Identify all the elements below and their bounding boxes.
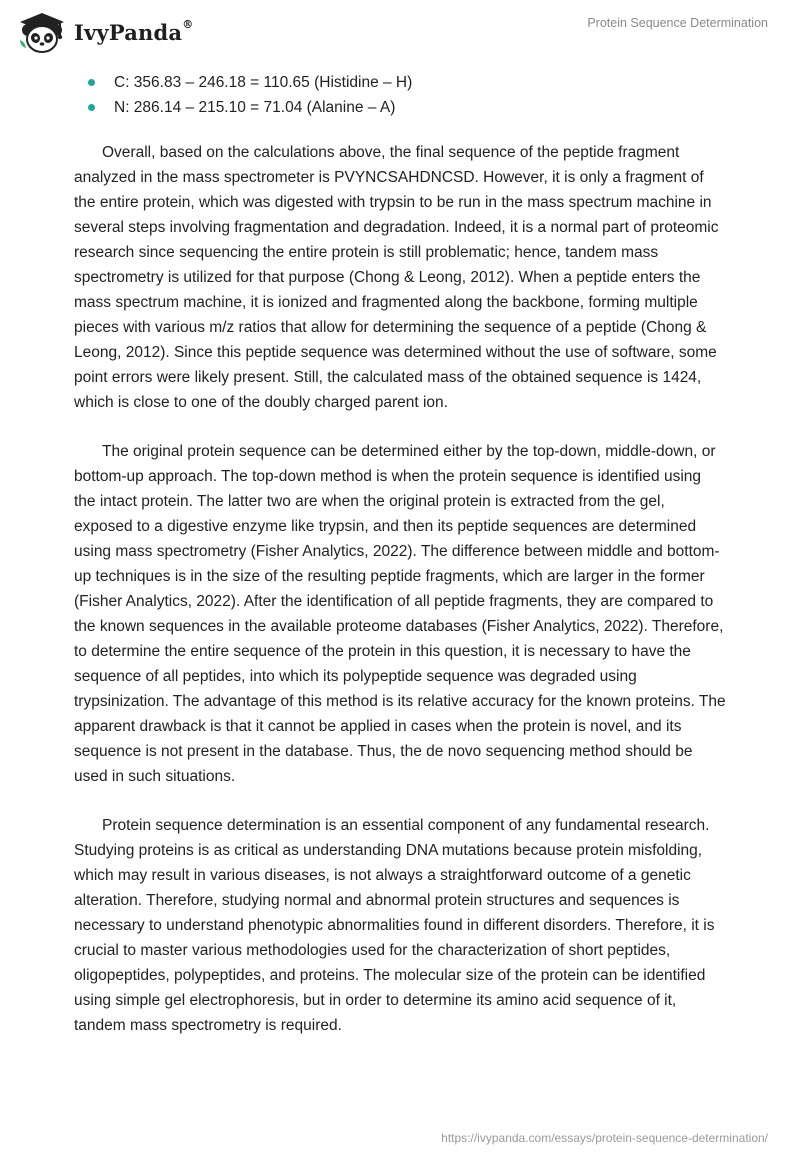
- bullet-dot-icon: [88, 104, 95, 111]
- paragraph: Overall, based on the calculations above, the final sequence of the peptide fragment analyzed in the mass spectrometer is PVYNCSAHDNCSD. However, it is only a fragment of the entire protein, which was digested with trypsin to be run in the mass spectrum machine in several steps involving fragmentation and degradation. Indeed, it is a normal part of proteomic research since sequencing the entire protein is still problematic; hence, tandem mass spectrometry is utilized for that purpose (Chong & Leong, 2012). When a peptide enters the mass spectrum machine, it is ionized and fragmented along the backbone, forming multiple pieces with various m/z ratios that allow for determining the sequence of a peptide (Chong & Leong, 2012). Since this peptide sequence was determined without the use of software, some point errors were likely present. Still, the calculated mass of the obtained sequence is 1424, which is close to one of the doubly charged parent ion.: [74, 144, 719, 411]
- source-url-link[interactable]: https://ivypanda.com/essays/protein-sequence-determination/: [441, 1131, 768, 1145]
- brand-logo[interactable]: [16, 10, 193, 54]
- paragraph: Protein sequence determination is an essential component of any fundamental research. Studying proteins is as critical as understanding DNA mutations because protein misfolding, which may result in various diseases, is not always a straightforward outcome of a genetic alteration. Therefore, studying normal and abnormal protein structures and sequences is necessary to understand phenotypic abnormalities found in different disorders. Therefore, it is crucial to master various methodologies used for the characterization of short peptides, oligopeptides, polypeptides, and proteins. The molecular size of the protein can be identified using simple gel electrophoresis, but in order to determine its amino acid sequence of it, tandem mass spectrometry is required.: [74, 817, 715, 1034]
- document-title: Protein Sequence Determination: [587, 16, 768, 30]
- registered-mark: ®: [182, 17, 194, 31]
- brand-name: IvyPanda®: [74, 17, 194, 45]
- bullet-dot-icon: [88, 79, 95, 86]
- list-item: [74, 70, 734, 95]
- list-item: [74, 95, 734, 120]
- calculation-list: [74, 70, 734, 120]
- list-item-text: N: 286.14 – 215.10 = 71.04 (Alanine – A): [114, 99, 396, 116]
- essay-body: [74, 140, 726, 1062]
- page-header: [0, 0, 800, 68]
- panda-graduation-cap-icon: [16, 10, 68, 54]
- list-item-text: C: 356.83 – 246.18 = 110.65 (Histidine – H): [114, 74, 413, 91]
- paragraph: The original protein sequence can be determined either by the top-down, middle-down, or bottom-up approach. The top-down method is when the protein sequence is identified using the intact protein. The latter two are when the original protein is extracted from the gel, exposed to a digestive enzyme like trypsin, and then its peptide sequences are determined using mass spectrometry (Fisher Analytics, 2022). The difference between middle and bottom-up techniques is in the size of the resulting peptide fragments, which are larger in the former (Fisher Analytics, 2022). After the identification of all peptide fragments, they are compared to the known sequences in the available proteome databases (Fisher Analytics, 2022). Therefore, to determine the entire sequence of the protein in this question, it is necessary to have the sequence of all peptides, into which its polypeptide sequence was degraded using trypsinization. The advantage of this method is its relative accuracy for the known proteins. The apparent drawback is that it cannot be applied in cases when the protein is novel, and its sequence is not present in the database. Thus, the de novo sequencing method should be used in such situations.: [74, 443, 726, 785]
